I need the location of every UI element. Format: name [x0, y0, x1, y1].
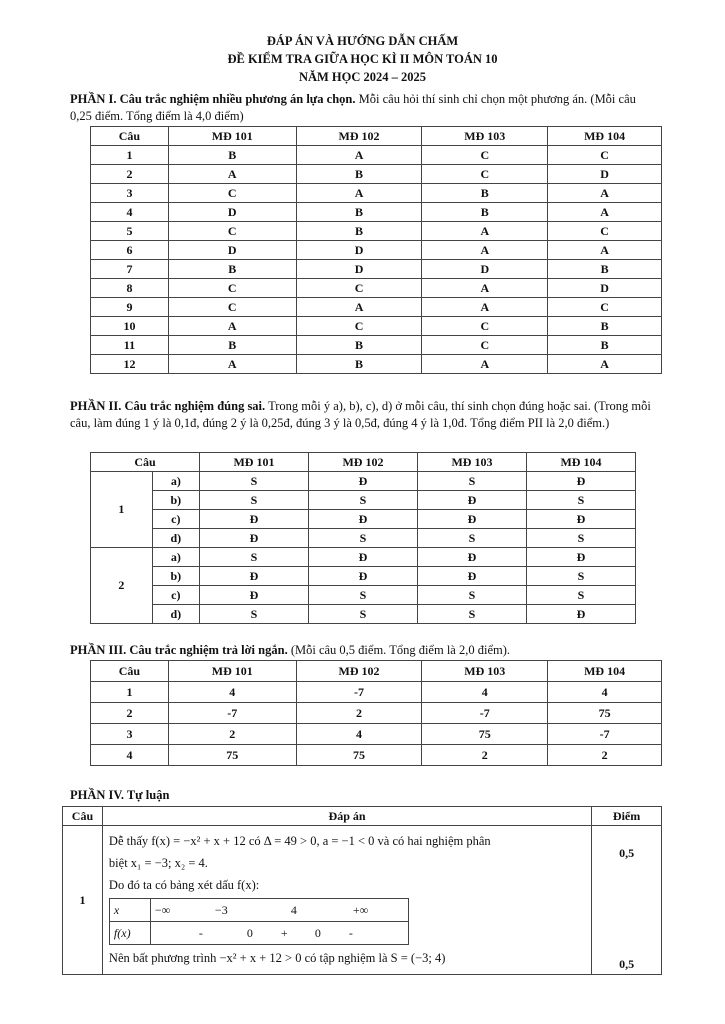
answer-cell: A — [548, 241, 662, 260]
answer-cell: S — [526, 529, 635, 548]
answer-cell: 75 — [296, 745, 422, 766]
col-header: Câu — [91, 127, 169, 146]
answer-cell: Đ — [308, 567, 417, 586]
answer-cell: A — [422, 222, 548, 241]
answer-cell: A — [422, 298, 548, 317]
answer-cell: C — [548, 298, 662, 317]
answer-cell: Đ — [526, 605, 635, 624]
essay-line-3: Do đó ta có bảng xét dấu f(x): — [108, 878, 260, 892]
answer-cell: -7 — [422, 703, 548, 724]
sign-cell: x — [109, 899, 150, 922]
answer-cell: C — [422, 336, 548, 355]
answer-cell: 4 — [422, 682, 548, 703]
part2-table — [90, 452, 636, 624]
col-header: MĐ 103 — [417, 453, 526, 472]
part1-heading: PHẦN I. Câu trắc nghiệm nhiều phương án lựa chọn. — [70, 92, 356, 106]
table-row — [91, 336, 662, 355]
part4-header-row — [63, 807, 662, 826]
answer-cell: B — [296, 203, 422, 222]
answer-cell: A — [168, 317, 296, 336]
answer-cell: A — [548, 355, 662, 374]
answer-cell: D — [296, 260, 422, 279]
essay-answer — [102, 826, 591, 975]
part3-header-row — [91, 661, 662, 682]
col-header: MĐ 102 — [296, 661, 422, 682]
part4-heading: PHẦN IV. Tự luận — [70, 788, 170, 802]
part3-note: (Mỗi câu 0,5 điểm. Tổng điểm là 2,0 điểm). — [287, 643, 510, 657]
answer-cell: -7 — [168, 703, 296, 724]
table-row — [91, 203, 662, 222]
answer-cell: 75 — [548, 703, 662, 724]
col-header: MĐ 101 — [168, 661, 296, 682]
answer-cell: B — [422, 203, 548, 222]
table-row — [91, 548, 636, 567]
question-number: 1 — [91, 682, 169, 703]
table-row — [91, 241, 662, 260]
table-row — [91, 317, 662, 336]
answer-cell: S — [199, 605, 308, 624]
sub-item-label: b) — [152, 491, 199, 510]
answer-cell: S — [308, 491, 417, 510]
question-number: 2 — [91, 703, 169, 724]
sub-item-label: a) — [152, 548, 199, 567]
answer-cell: Đ — [199, 510, 308, 529]
answer-cell: C — [548, 146, 662, 165]
sub-item-label: c) — [152, 586, 199, 605]
part2-heading: PHẦN II. Câu trắc nghiệm đúng sai. — [70, 399, 266, 413]
answer-cell: A — [548, 203, 662, 222]
answer-cell: Đ — [417, 510, 526, 529]
answer-cell: -7 — [548, 724, 662, 745]
answer-cell: 2 — [168, 724, 296, 745]
answer-cell: Đ — [199, 586, 308, 605]
col-header: Câu — [91, 453, 200, 472]
col-header: Câu — [91, 661, 169, 682]
answer-cell: Đ — [417, 567, 526, 586]
answer-cell: S — [526, 586, 635, 605]
table-row — [91, 682, 662, 703]
question-number: 12 — [91, 355, 169, 374]
table-row — [91, 491, 636, 510]
part3-intro — [70, 642, 660, 659]
question-number: 4 — [91, 745, 169, 766]
answer-cell: D — [168, 203, 296, 222]
answer-cell: C — [168, 184, 296, 203]
col-header: MĐ 102 — [296, 127, 422, 146]
col-header: Đáp án — [102, 807, 591, 826]
sign-cell: f(x) — [109, 922, 150, 945]
answer-cell: D — [548, 165, 662, 184]
answer-cell: D — [422, 260, 548, 279]
col-header: MĐ 103 — [422, 127, 548, 146]
question-number: 5 — [91, 222, 169, 241]
answer-cell: C — [422, 146, 548, 165]
sub-item-label: a) — [152, 472, 199, 491]
answer-cell: B — [168, 260, 296, 279]
answer-cell: C — [422, 165, 548, 184]
answer-cell: A — [422, 279, 548, 298]
table-row — [91, 184, 662, 203]
part4-table — [62, 806, 662, 975]
answer-cell: C — [296, 317, 422, 336]
essay-line-2: biệt x₁ = −3; x₂ = 4. — [108, 856, 208, 870]
sign-row-x — [109, 899, 408, 922]
question-number: 2 — [91, 548, 153, 624]
answer-cell: A — [296, 298, 422, 317]
answer-cell: A — [548, 184, 662, 203]
answer-cell: D — [168, 241, 296, 260]
question-number: 1 — [91, 146, 169, 165]
question-number: 3 — [91, 184, 169, 203]
sub-item-label: d) — [152, 529, 199, 548]
answer-cell: A — [168, 355, 296, 374]
doc-title-line1: ĐÁP ÁN VÀ HƯỚNG DẪN CHẤM — [266, 34, 459, 48]
answer-cell: D — [296, 241, 422, 260]
answer-cell: B — [422, 184, 548, 203]
answer-cell: S — [526, 567, 635, 586]
col-header: MĐ 104 — [526, 453, 635, 472]
answer-cell: S — [417, 472, 526, 491]
sign-cell: - — [198, 926, 203, 940]
answer-cell: S — [199, 491, 308, 510]
answer-cell: Đ — [308, 472, 417, 491]
answer-cell: S — [308, 605, 417, 624]
answer-cell: D — [548, 279, 662, 298]
table-row — [91, 567, 636, 586]
table-row — [91, 703, 662, 724]
points-2: 0,5 — [619, 957, 635, 971]
table-row — [91, 529, 636, 548]
question-number: 7 — [91, 260, 169, 279]
table-row — [91, 260, 662, 279]
part3-heading: PHẦN III. Câu trắc nghiệm trả lời ngắn. — [70, 643, 288, 657]
table-row — [91, 724, 662, 745]
col-header: MĐ 101 — [168, 127, 296, 146]
answer-cell: -7 — [296, 682, 422, 703]
sign-values-x — [150, 899, 408, 922]
sign-cell: −3 — [214, 903, 228, 917]
col-header: Câu — [63, 807, 103, 826]
table-row — [91, 745, 662, 766]
table-row — [91, 355, 662, 374]
table-row — [91, 510, 636, 529]
answer-cell: S — [199, 472, 308, 491]
answer-cell: 2 — [548, 745, 662, 766]
col-header: MĐ 103 — [422, 661, 548, 682]
answer-cell: A — [296, 146, 422, 165]
answer-cell: 2 — [422, 745, 548, 766]
table-row — [91, 146, 662, 165]
answer-cell: Đ — [199, 567, 308, 586]
answer-cell: C — [168, 298, 296, 317]
answer-cell: S — [526, 491, 635, 510]
table-row — [91, 279, 662, 298]
answer-cell: S — [417, 605, 526, 624]
answer-cell: Đ — [308, 548, 417, 567]
table-row — [91, 472, 636, 491]
part1-header-row — [91, 127, 662, 146]
answer-cell: Đ — [526, 548, 635, 567]
answer-cell: B — [296, 222, 422, 241]
essay-question-number: 1 — [63, 826, 103, 975]
question-number: 9 — [91, 298, 169, 317]
answer-cell: B — [296, 336, 422, 355]
answer-cell: S — [308, 586, 417, 605]
answer-cell: C — [422, 317, 548, 336]
part2-header-row — [91, 453, 636, 472]
question-number: 2 — [91, 165, 169, 184]
part2-note: Trong mỗi ý a), b), c), d) ở mỗi câu, thí sinh chọn đúng hoặc sai. (Trong mỗi câu, làm đúng 1 ý là 0,1đ, đúng 2 ý là 0,25đ, đúng 3 ý là 0,5đ, đúng 4 ý là 1,0đ. Tổng điểm PII là 2,0 điểm.) — [70, 399, 651, 430]
answer-cell: 75 — [168, 745, 296, 766]
answer-cell: A — [422, 355, 548, 374]
sub-item-label: b) — [152, 567, 199, 586]
sub-item-label: d) — [152, 605, 199, 624]
sign-cell: 0 — [246, 926, 253, 940]
answer-cell: Đ — [526, 472, 635, 491]
sign-row-f — [109, 922, 408, 945]
answer-cell: B — [168, 336, 296, 355]
answer-cell: B — [548, 317, 662, 336]
essay-points — [592, 826, 662, 975]
doc-title-line2: ĐỀ KIỂM TRA GIỮA HỌC KÌ II MÔN TOÁN 10 — [227, 52, 498, 66]
essay-row — [63, 826, 662, 975]
answer-cell: B — [296, 165, 422, 184]
answer-cell: 2 — [296, 703, 422, 724]
answer-cell: 75 — [422, 724, 548, 745]
answer-cell: Đ — [417, 491, 526, 510]
answer-cell: S — [199, 548, 308, 567]
answer-cell: S — [308, 529, 417, 548]
answer-cell: S — [417, 529, 526, 548]
part3-table — [90, 660, 662, 766]
question-number: 1 — [91, 472, 153, 548]
answer-cell: C — [296, 279, 422, 298]
answer-cell: 4 — [548, 682, 662, 703]
col-header: MĐ 104 — [548, 661, 662, 682]
question-number: 4 — [91, 203, 169, 222]
answer-cell: A — [422, 241, 548, 260]
doc-title-line3: NĂM HỌC 2024 – 2025 — [298, 70, 427, 84]
table-row — [91, 298, 662, 317]
sign-cell: - — [348, 926, 353, 940]
question-number: 8 — [91, 279, 169, 298]
sign-values-f — [150, 922, 408, 945]
part4-intro — [70, 787, 660, 804]
question-number: 11 — [91, 336, 169, 355]
answer-cell: A — [168, 165, 296, 184]
part2-intro — [70, 398, 660, 432]
sign-cell: 0 — [314, 926, 321, 940]
sign-cell: 4 — [290, 903, 297, 917]
table-row — [91, 586, 636, 605]
essay-line-1: Dễ thấy f(x) = −x² + x + 12 có Δ = 49 > 0, a = −1 < 0 và có hai nghiệm phân — [108, 834, 491, 848]
part1-intro — [70, 91, 660, 125]
answer-cell: B — [296, 355, 422, 374]
sign-table — [109, 898, 409, 945]
sign-cell: +∞ — [352, 903, 369, 917]
answer-cell: C — [168, 222, 296, 241]
sign-cell: −∞ — [154, 903, 171, 917]
col-header: Điểm — [592, 807, 662, 826]
question-number: 3 — [91, 724, 169, 745]
sub-item-label: c) — [152, 510, 199, 529]
answer-cell: Đ — [199, 529, 308, 548]
answer-cell: B — [548, 336, 662, 355]
sign-cell: + — [280, 926, 288, 940]
answer-cell: Đ — [526, 510, 635, 529]
answer-cell: 4 — [168, 682, 296, 703]
answer-cell: 4 — [296, 724, 422, 745]
table-row — [91, 222, 662, 241]
answer-cell: Đ — [308, 510, 417, 529]
answer-cell: C — [168, 279, 296, 298]
question-number: 10 — [91, 317, 169, 336]
part1-table — [90, 126, 662, 374]
answer-cell: A — [296, 184, 422, 203]
answer-cell: C — [548, 222, 662, 241]
points-1: 0,5 — [619, 846, 635, 860]
answer-cell: B — [168, 146, 296, 165]
table-row — [91, 165, 662, 184]
table-row — [91, 605, 636, 624]
part1-note: Mỗi câu hỏi thí sinh chỉ chọn một phương án. (Mỗi câu 0,25 điểm. Tổng điểm là 4,0 điểm) — [70, 92, 636, 123]
question-number: 6 — [91, 241, 169, 260]
answer-cell: B — [548, 260, 662, 279]
answer-cell: S — [417, 586, 526, 605]
essay-line-4: Nên bất phương trình −x² + x + 12 > 0 có tập nghiệm là S = (−3; 4) — [108, 951, 446, 965]
col-header: MĐ 102 — [308, 453, 417, 472]
answer-cell: Đ — [417, 548, 526, 567]
col-header: MĐ 101 — [199, 453, 308, 472]
col-header: MĐ 104 — [548, 127, 662, 146]
